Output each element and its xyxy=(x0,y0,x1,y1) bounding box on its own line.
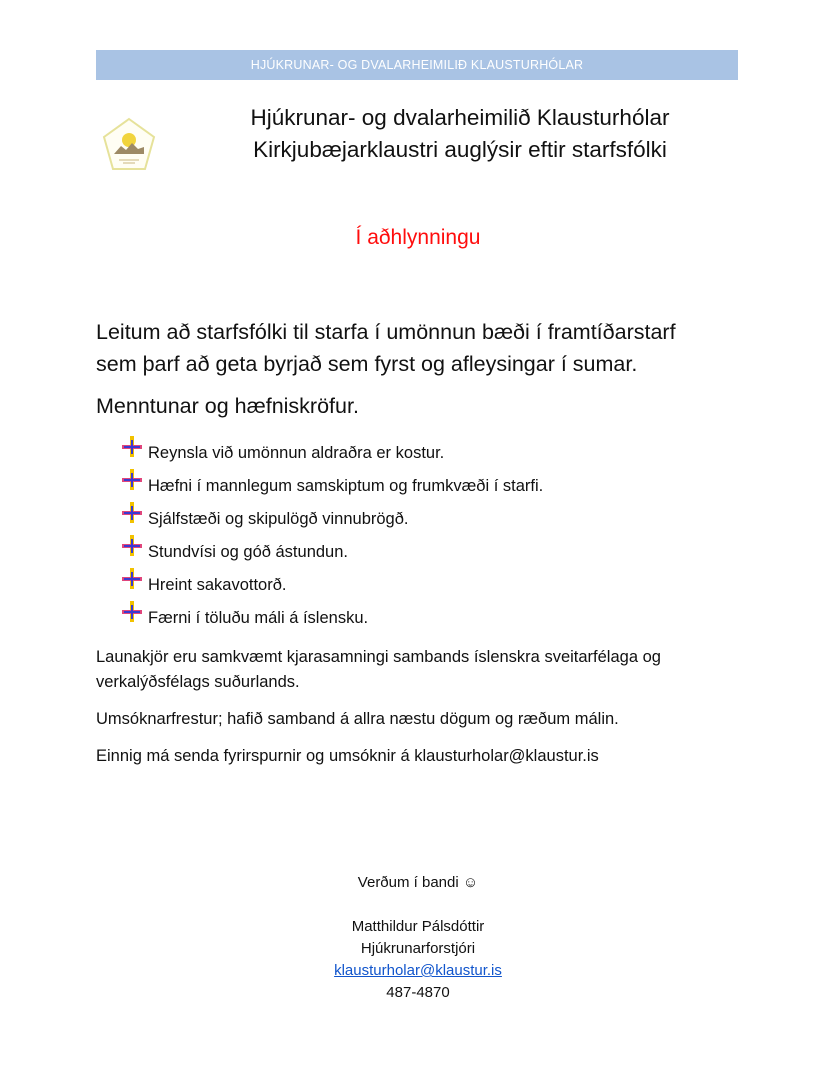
salary-paragraph xyxy=(96,645,756,695)
requirement-text: Stundvísi og góð ástundun. xyxy=(148,543,348,561)
list-item xyxy=(120,603,543,636)
cross-bullet-icon xyxy=(120,502,148,524)
page-title xyxy=(160,102,760,166)
requirement-text: Færni í töluðu máli á íslensku. xyxy=(148,609,369,627)
deadline-paragraph: Umsóknarfrestur; hafið samband á allra næstu dögum og ræðum málin. xyxy=(96,710,619,728)
list-item xyxy=(120,438,543,471)
intro-line-1: Leitum að starfsfólki til starfa í umönnun bæði í framtíðarstarf xyxy=(96,320,676,344)
cross-bullet-icon xyxy=(120,568,148,590)
cross-bullet-icon xyxy=(120,601,148,623)
intro-line-2: sem þarf að geta byrjað sem fyrst og afleysingar í sumar. xyxy=(96,352,638,376)
signer-name: Matthildur Pálsdóttir xyxy=(351,918,485,935)
list-item xyxy=(120,504,543,537)
requirement-text: Hreint sakavottorð. xyxy=(148,576,287,594)
greeting-text: Verðum í bandi ☺ xyxy=(357,874,479,891)
position-subtitle: Í aðhlynningu xyxy=(355,226,481,249)
header-banner-text: HJÚKRUNAR- OG DVALARHEIMILIÐ KLAUSTURHÓLAR xyxy=(250,58,584,72)
requirements-heading: Menntunar og hæfniskröfur. xyxy=(96,394,359,418)
phone-number: 487-4870 xyxy=(386,984,450,1001)
intro-paragraph xyxy=(96,316,776,380)
list-item xyxy=(120,471,543,504)
title-line-2: Kirkjubæjarklaustri auglýsir eftir starfsfólki xyxy=(253,137,667,162)
salary-line-2: verkalýðsfélags suðurlands. xyxy=(96,673,300,691)
signature-block xyxy=(0,872,836,1004)
list-item xyxy=(120,570,543,603)
requirements-list xyxy=(120,438,543,636)
contact-paragraph: Einnig má senda fyrirspurnir og umsóknir á klausturholar@klaustur.is xyxy=(96,747,599,765)
pentagon-logo-icon xyxy=(101,116,157,174)
signer-role: Hjúkrunarforstjóri xyxy=(360,940,476,957)
cross-bullet-icon xyxy=(120,469,148,491)
cross-bullet-icon xyxy=(120,535,148,557)
list-item xyxy=(120,537,543,570)
requirement-text: Reynsla við umönnun aldraðra er kostur. xyxy=(148,444,445,462)
requirement-text: Sjálfstæði og skipulögð vinnubrögð. xyxy=(148,510,409,528)
email-link[interactable]: klausturholar@klaustur.is xyxy=(334,962,502,979)
requirement-text: Hæfni í mannlegum samskiptum og frumkvæði í starfi. xyxy=(148,477,544,495)
header-banner xyxy=(96,50,738,80)
cross-bullet-icon xyxy=(120,436,148,458)
title-line-1: Hjúkrunar- og dvalarheimilið Klausturhólar xyxy=(250,105,670,130)
salary-line-1: Launakjör eru samkvæmt kjarasamningi sambands íslenskra sveitarfélaga og xyxy=(96,648,661,666)
